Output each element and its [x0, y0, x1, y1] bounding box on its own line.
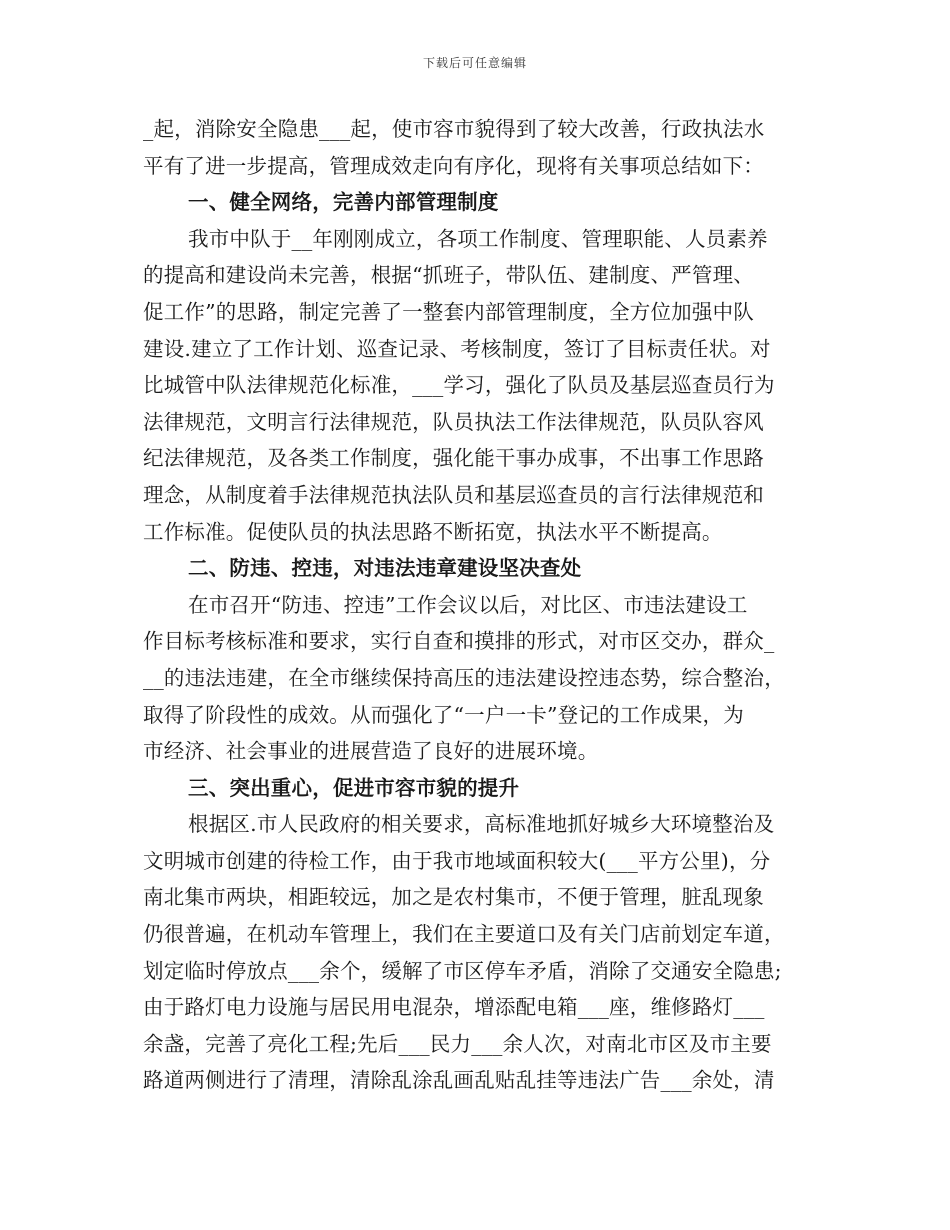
paragraph-line: 法律规范，文明言行法律规范，队员执法工作法律规范，队员队容风 — [143, 409, 764, 434]
paragraph-line: 根据区.市人民政府的相关要求，高标准地抓好城乡大环境整治及 — [188, 812, 775, 837]
section-heading: 二、防违、控违，对违法违章建设坚决查处 — [188, 556, 582, 581]
header-note: 下载后可任意编辑 — [422, 56, 527, 70]
paragraph-line: 划定临时停放点___余个，缓解了市区停车矛盾，消除了交通安全隐患; — [143, 958, 782, 983]
section-heading: 三、突出重心，促进市容市貌的提升 — [188, 775, 520, 800]
paragraph-line: __的违法违建，在全市继续保持高压的违法建设控违态势，综合整治， — [143, 665, 785, 690]
paragraph-line: 取得了阶段性的成效。从而强化了“一户一卡”登记的工作成果，为 — [143, 702, 744, 727]
paragraph-line: 在市召开“防违、控违”工作会议以后，对比区、市违法建设工 — [188, 592, 748, 617]
paragraph-line: 纪法律规范，及各类工作制度，强化能干事办成事，不出事工作思路 — [143, 446, 764, 471]
paragraph-line: 市经济、社会事业的进展营造了良好的进展环境。 — [143, 739, 599, 764]
paragraph-line: 由于路灯电力设施与居民用电混杂，增添配电箱___座，维修路灯___ — [143, 995, 765, 1020]
paragraph-line: 文明城市创建的待检工作，由于我市地域面积较大(___平方公里)，分 — [143, 848, 771, 873]
paragraph-line: 促工作”的思路，制定完善了一整套内部管理制度，全方位加强中队 — [143, 299, 754, 324]
paragraph-line: 理念，从制度着手法律规范执法队员和基层巡查员的言行法律规范和 — [143, 482, 764, 507]
paragraph-line: 路道两侧进行了清理，清除乱涂乱画乱贴乱挂等违法广告___余处，清 — [143, 1068, 775, 1093]
paragraph-line: 仍很普遍，在机动车管理上，我们在主要道口及有关门店前划定车道， — [143, 922, 785, 947]
section-heading: 一、健全网络，完善内部管理制度 — [188, 190, 499, 215]
paragraph-line: 比城管中队法律规范化标准，___学习，强化了队员及基层巡查员行为 — [143, 373, 775, 398]
paragraph-line: 南北集市两块，相距较远，加之是农村集市，不便于管理，脏乱现象 — [143, 885, 764, 910]
paragraph-line: 平有了进一步提高，管理成效走向有序化，现将有关事项总结如下： — [143, 153, 764, 178]
paragraph-line: 的提高和建设尚未完善，根据“抓班子，带队伍、建制度、严管理、 — [143, 263, 754, 288]
paragraph-line: 作目标考核标准和要求，实行自查和摸排的形式，对市区交办，群众_ — [143, 629, 775, 654]
paragraph-line: 建设.建立了工作计划、巡查记录、考核制度，签订了目标责任状。对 — [143, 336, 771, 361]
paragraph-line: _起，消除安全隐患___起，使市容市貌得到了较大改善，行政执法水 — [143, 117, 765, 141]
paragraph-line: 我市中队于__年刚刚成立，各项工作制度、管理职能、人员素养 — [188, 226, 768, 251]
paragraph-line: 工作标准。促使队员的执法思路不断拓宽，执法水平不断提高。 — [143, 519, 723, 544]
document-body — [143, 111, 815, 1099]
paragraph-line: 余盏，完善了亮化工程;先后___民力___余人次，对南北市区及市主要 — [143, 1031, 772, 1056]
